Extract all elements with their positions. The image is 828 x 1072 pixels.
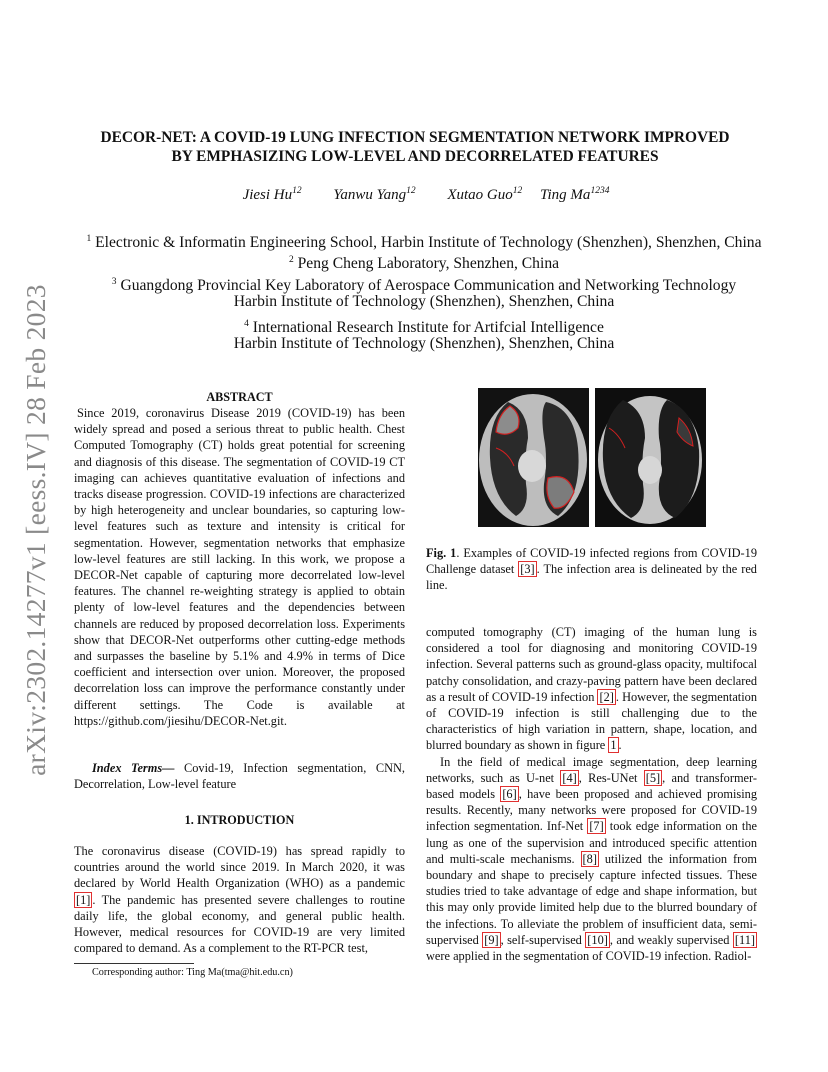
ct-scan-left — [478, 388, 589, 527]
footnote: Corresponding author: Ting Ma(tma@hit.edu.cn) — [92, 967, 293, 978]
affiliation-2: $^2$ Peng Cheng Laboratory, Shenzhen, China — [288, 255, 560, 273]
citation-link[interactable]: [11] — [734, 932, 755, 947]
affiliation-4: $^4$ International Research Institute for Artifcial Intelligence — [244, 319, 604, 337]
citation-link[interactable]: [5] — [645, 770, 661, 785]
affiliation-1: $^1$ Electronic & Informatin Engineering School, Harbin Institute of Technology (Shenzhen), Shenzhen, China — [86, 234, 762, 252]
paper-title: DECOR-NET: A COVID-19 LUNG INFECTION SEGMENTATION NETWORK IMPROVED BY EMPHASIZING LOW-LEVEL AND DECORRELATED FEATURES — [100, 129, 730, 165]
citation-link[interactable]: [10] — [587, 932, 608, 947]
citation-link[interactable]: [7] — [589, 819, 604, 834]
affiliation-4-line2: Harbin Institute of Technology (Shenzhen), Shenzhen, China — [233, 335, 615, 352]
abstract-text: Since 2019, coronavirus Disease 2019 (COVID-19) has been widely spread and posed a serious threat to public health. Chest Computed Tomography (CT) holds great potential for screening and diagnosis of this disease. The segmentation of COVID-19 CT imaging can achieves quantitative evaluation of infections and tracks disease progression. COVID-19 infections are characterized by high heterogeneity and unclear boundaries, so capturing low-level features such as texture and intensity is critical for segmentation. However, segmentation networks that emphasize low-level features are still lacking. In this work, we propose a DECOR-Net capable of capturing more decorrelated low-level features. The channel re-weighting strategy is applied to obtain plenty of low-level features and the dependencies between channels are reduced by proposed decorrelation loss. Experiments show that DECOR-Net outperforms other cutting-edge methods and surpasses the baseline by 5.1% and 4.9% in terms of Dice coefficient and intersection over union. Moreover, the proposed decorrelation loss can improve the performance constantly under different settings. The Code is available at https://github.com/jiesihu/DECOR-Net.git. — [74, 406, 405, 728]
citation-link[interactable]: [2] — [599, 689, 614, 704]
arxiv-stamp: arXiv:2302.14277v1 [eess.IV] 28 Feb 2023 — [20, 284, 51, 776]
intro-left-text: The coronavirus disease (COVID-19) has spread rapidly to countries around the world since 2019. In March 2020, it was declared by World Health Organization (WHO) as a pandemic [1] . The pandemic has presented severe challenges to routine daily life, the global economy, and general public health. However, medical resources for COVID-19 are very limited compared to demand. As a complement to the RT-PCR test, — [74, 844, 405, 956]
author: Jiesi Hu$^{12}$ — [242, 186, 302, 203]
author: Xutao Guo$^{12}$ — [447, 186, 523, 203]
figure-link[interactable]: 1 — [610, 738, 617, 753]
citation-link[interactable]: [6] — [502, 787, 517, 802]
author: Ting $Ma^{1234}$ — [540, 186, 610, 203]
citation-link[interactable]: [8] — [582, 851, 597, 866]
intro-right-text — [426, 624, 757, 964]
introduction-heading: 1. INTRODUCTION — [184, 813, 295, 827]
citation-link[interactable]: [9] — [484, 932, 499, 947]
footnote-rule — [74, 963, 194, 964]
affiliation-3: $^3$ Guangdong Provincial Key Laboratory of Aerospace Communication and Networking Technology — [111, 277, 737, 295]
author-list — [74, 186, 764, 204]
index-terms: Index Terms— Covid-19, Infection segmentation, CNN, Decorrelation, Low-level feature — [74, 761, 405, 792]
citation-link[interactable]: [4] — [562, 770, 577, 785]
intro-paragraph: In the field of medical image segmentation, deep learning networks, such as U-net [4] , Res-UNet [5] , and transformer-based models [6] , have been proposed and achieved promising results. Recently, many networks were proposed for COVID-19 infection segmentation. Inf-Net [7] took edge information on the lung as one of the supervision and introduced specific attention and multi-scale mechanisms. [8] utilized the information from boundary and shape to precisely capture infected tissues. These studies tried to take advantage of edge and shape information, but this may only provide limited help due to the blurred boundary of the infections. To alleviate the problem of insufficient data, semi-supervised [9] , self-supervised [10] , and weakly supervised [11] were applied in the segmentation of COVID-19 infection. Radiol- — [426, 754, 758, 964]
citation-link[interactable]: [3] — [520, 562, 535, 577]
author: Yanwu Yang$^{12}$ — [333, 186, 416, 203]
abstract-heading: ABSTRACT — [206, 390, 273, 404]
citation-link[interactable]: [1] — [76, 892, 91, 907]
ct-scan-figure — [478, 388, 706, 527]
affiliation-3-line2: Harbin Institute of Technology (Shenzhen), Shenzhen, China — [233, 293, 615, 310]
figure-caption: Fig. 1. Examples of COVID-19 infected regions from COVID-19 Challenge dataset [3] . The infection area is delineated by the red line. — [426, 546, 757, 593]
intro-paragraph: computed tomography (CT) imaging of the human lung is considered a tool for diagnosing and monitoring COVID-19 infection. Several patterns such as ground-glass opacity, multifocal patchy consolidation, and crazy-paving pattern have been declared as a result of COVID-19 infection [2] . However, the segmentation of COVID-19 infection is still challenging due to the characteristics of high variation in pattern, shape, location, and blurred boundary as shown in figure 1 . — [426, 625, 758, 753]
ct-scan-right — [595, 388, 706, 527]
